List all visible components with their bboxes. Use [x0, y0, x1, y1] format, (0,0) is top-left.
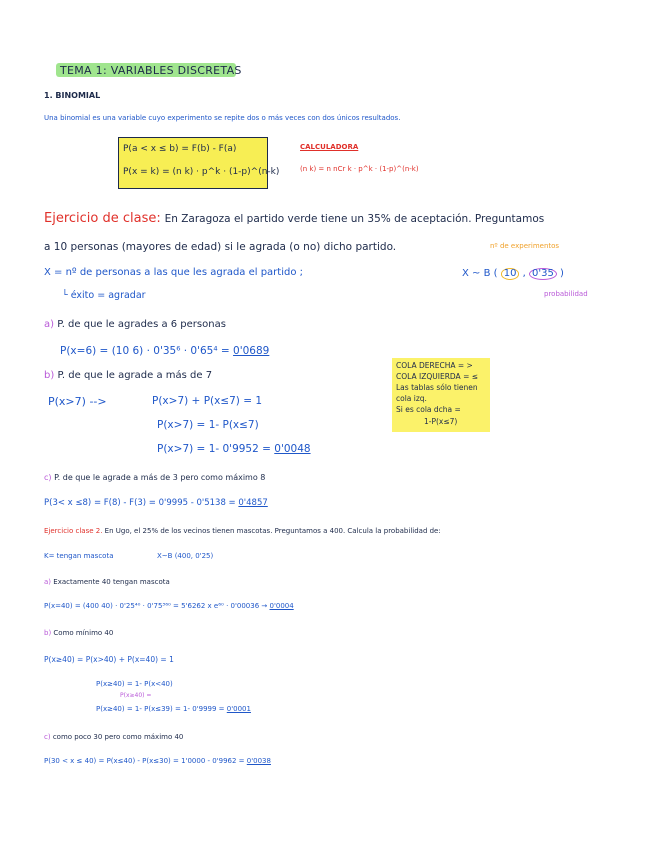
- ex2-b-step1: P(x≥40) = P(x>40) + P(x=40) = 1: [44, 655, 174, 664]
- ex1-b-result: 0'0048: [274, 443, 311, 455]
- note-line-6: 1-P(x≤7): [424, 417, 458, 426]
- ex1-a-result: 0'0689: [233, 345, 270, 357]
- calculator-label: CALCULADORA: [300, 143, 359, 151]
- exercise-1-statement-line-2: a 10 personas (mayores de edad) si le agrada (o no) dicho partido.: [44, 241, 397, 253]
- note-experiments: nº de experimentos: [490, 242, 560, 250]
- ex2-b-annotation: P(x≥40) =: [120, 692, 152, 699]
- distribution-prefix: X ~ B (: [462, 268, 498, 279]
- ex2-a-result: 0'0004: [269, 602, 294, 610]
- ex2-c-question: como poco 30 pero como máximo 40: [52, 733, 184, 741]
- ex1-a-calc: P(x=6) = (10 6) · 0'35⁶ · 0'65⁴ =: [60, 345, 230, 357]
- exercise-1-label: Ejercicio de clase:: [44, 211, 161, 226]
- ex1-a-label: a): [44, 319, 55, 330]
- success-definition: └ éxito = agradar: [62, 290, 146, 301]
- ex2-a-question: Exactamente 40 tengan mascota: [53, 578, 170, 586]
- exercise-1-statement-line-1: En Zaragoza el partido verde tiene un 35% de aceptación. Preguntamos: [164, 213, 545, 225]
- distribution-ex1: [462, 268, 564, 280]
- ex2-a-label: a): [44, 578, 52, 586]
- ex1-c-label: c): [44, 473, 52, 482]
- formula-line-1: P(a < x ≤ b) = F(b) - F(a): [123, 144, 237, 154]
- ex1-a-question: P. de que le agrades a 6 personas: [57, 319, 226, 330]
- ex1-b-step3: P(x>7) = 1- 0'9952 =: [157, 443, 271, 455]
- ex1-b-step2: P(x>7) = 1- P(x≤7): [157, 419, 259, 431]
- ex2-b-step2: P(x≥40) = 1- P(x<40): [96, 680, 173, 688]
- ex2-c-calc: P(30 < x ≤ 40) = P(x≤40) - P(x≤30) = 1'0000 - 0'9962 =: [44, 757, 245, 765]
- ex1-b-label: b): [44, 370, 55, 381]
- distribution-p: 0'35: [529, 268, 557, 280]
- ex2-b-label: b): [44, 629, 52, 637]
- note-line-3: Las tablas sólo tienen: [396, 383, 478, 392]
- ex2-b-question: Como mínimo 40: [53, 629, 114, 637]
- ex1-c-question: P. de que le agrade a más de 3 pero como máximo 8: [54, 473, 266, 482]
- ex1-b-question: P. de que le agrade a más de 7: [57, 370, 213, 381]
- note-line-1: COLA DERECHA = >: [396, 361, 473, 370]
- section-heading: 1. BINOMIAL: [44, 91, 101, 100]
- formula-line-2: P(x = k) = (n k) · p^k · (1-p)^(n-k): [123, 167, 280, 177]
- note-probability: probabilidad: [544, 290, 588, 298]
- calculator-formula: (n k) = n nCr k · p^k · (1-p)^(n-k): [300, 165, 419, 173]
- distribution-sep: ,: [522, 268, 526, 279]
- distribution-suffix: ): [560, 268, 564, 279]
- exercise-2-statement: En Ugo, el 25% de los vecinos tienen mascotas. Preguntamos a 400. Calcula la probabilidad de:: [104, 527, 441, 535]
- ex2-b-step3: P(x≥40) = 1- P(x≤39) = 1- 0'9999 =: [96, 705, 225, 713]
- variable-definition: X = nº de personas a las que les agrada el partido ;: [44, 267, 304, 278]
- ex1-c-result: 0'4857: [238, 498, 268, 508]
- page-title: TEMA 1: VARIABLES DISCRETAS: [60, 64, 242, 77]
- ex2-c-label: c): [44, 733, 51, 741]
- exercise-2-label: Ejercicio clase 2.: [44, 527, 103, 535]
- ex2-b-result: 0'0001: [226, 705, 251, 713]
- ex2-a-calc: P(x=40) = (400 40) · 0'25⁴⁰ · 0'75³⁶⁰ = 5'6262 x e⁶⁰ · 0'00036 →: [44, 602, 268, 610]
- definition-text: Una binomial es una variable cuyo experimento se repite dos o más veces con dos únicos resultados.: [44, 114, 401, 122]
- distribution-n: 10: [501, 268, 520, 280]
- note-line-5: Si es cola dcha =: [396, 405, 461, 414]
- ex1-b-step1: P(x>7) + P(x≤7) = 1: [152, 395, 263, 407]
- ex2-variable: K= tengan mascota: [44, 552, 114, 560]
- ex1-b-step0: P(x>7) -->: [48, 395, 107, 408]
- ex2-c-result: 0'0038: [246, 757, 271, 765]
- ex1-c-calc: P(3< x ≤8) = F(8) - F(3) = 0'9995 - 0'5138 =: [44, 498, 236, 508]
- note-line-4: cola izq.: [396, 394, 427, 403]
- note-line-2: COLA IZQUIERDA = ≤: [396, 372, 479, 381]
- ex2-distribution: X~B (400, 0'25): [157, 552, 214, 560]
